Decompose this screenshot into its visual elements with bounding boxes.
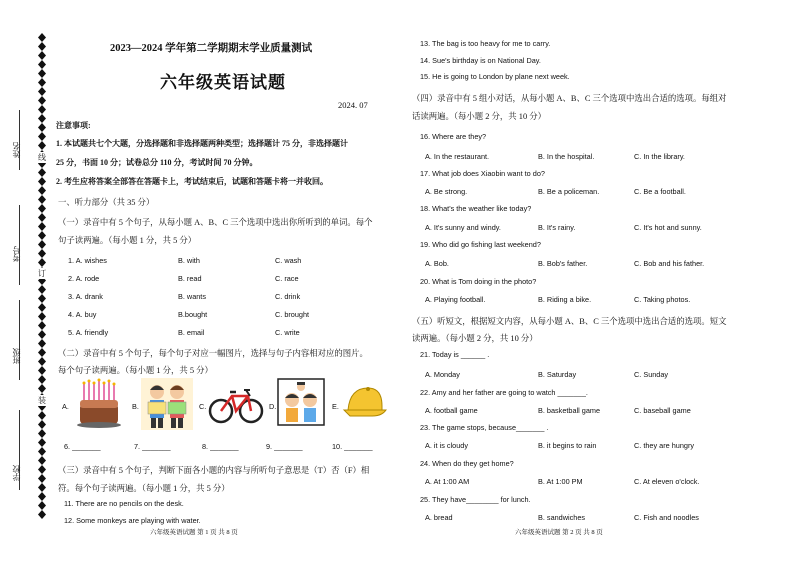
binding-diamond	[38, 366, 46, 375]
q18-option-c: C. It's hot and sunny.	[634, 223, 702, 232]
binding-diamond	[38, 168, 46, 177]
binding-diamond	[38, 411, 46, 420]
q21-option-c: C. Sunday	[634, 370, 669, 379]
q22-option-c: C. baseball game	[634, 406, 691, 415]
q4-option-c: C. brought	[275, 310, 310, 319]
q3-option-a: 3. A. drank	[68, 292, 103, 301]
binding-diamond	[38, 348, 46, 357]
part1-intro-a: （一）录音中有 5 个句子，从每小题 A、B、C 三个选项中选出你所听到的单词。每个	[58, 218, 373, 227]
part1-intro-b: 句子读两遍。（每小题 1 分，共 5 分）	[58, 236, 197, 245]
binding-diamond	[38, 231, 46, 240]
binding-diamond	[38, 222, 46, 231]
q16-option-a: A. In the restaurant.	[425, 152, 490, 161]
q15-text: 15. He is going to London by plane next week.	[420, 72, 570, 81]
binding-diamond	[38, 195, 46, 204]
footer-right: 六年级英语试题 第 2 页 共 8 页	[515, 529, 603, 536]
part2-intro-b: 每个句子读两遍。（每小题 1 分，共 5 分）	[58, 366, 213, 375]
q17-option-b: B. Be a policeman.	[538, 187, 600, 196]
q18-question: 18. What's the weather like today?	[420, 204, 532, 213]
q13-text: 13. The bag is too heavy for me to carry.	[420, 39, 551, 48]
q25-question: 25. They have________ for lunch.	[420, 495, 531, 504]
binding-word-bind: 装	[38, 396, 46, 405]
name-label: 姓名	[12, 142, 21, 158]
binding-diamond	[38, 249, 46, 258]
q4-option-b: B.bought	[178, 310, 208, 319]
binding-diamond	[38, 375, 46, 384]
binding-diamond	[38, 492, 46, 501]
q5-option-b: B. email	[178, 328, 205, 337]
q21-option-b: B. Saturday	[538, 370, 577, 379]
q11-text: 11. There are no pencils on the desk.	[64, 499, 184, 508]
pic-a-label: A.	[62, 402, 69, 411]
binding-diamond	[38, 483, 46, 492]
binding-diamond	[38, 339, 46, 348]
q1-option-c: C. wash	[275, 256, 302, 265]
binding-diamond	[38, 213, 46, 222]
part5-intro-a: （五）听短文，根据短文内容，从每小题 A、B、C 三个选项中选出合适的选项。短文	[412, 317, 727, 326]
q2-option-b: B. read	[178, 274, 202, 283]
q20-question: 20. What is Tom doing in the photo?	[420, 277, 537, 286]
binding-diamond	[38, 132, 46, 141]
q24-option-c: C. At eleven o'clock.	[634, 477, 700, 486]
q14-text: 14. Sue's birthday is on National Day.	[420, 56, 541, 65]
q20-option-c: C. Taking photos.	[634, 295, 691, 304]
pic-e-label: E.	[332, 402, 339, 411]
listening-section-title: 一、听力部分（共 35 分）	[58, 198, 155, 207]
binding-diamond	[38, 321, 46, 330]
q22-option-a: A. football game	[425, 406, 478, 415]
q12-text: 12. Some monkeys are playing with water.	[64, 516, 201, 525]
q25-option-c: C. Fish and noodles	[634, 513, 699, 522]
q1-option-b: B. with	[178, 256, 200, 265]
exam-title: 2023—2024 学年第二学期期末学业质量测试	[110, 43, 313, 54]
q19-option-b: B. Bob's father.	[538, 259, 588, 268]
binding-diamond	[38, 465, 46, 474]
q18-option-a: A. It's sunny and windy.	[425, 223, 501, 232]
q24-option-a: A. At 1:00 AM	[425, 477, 470, 486]
binding-diamond	[38, 204, 46, 213]
binding-diamond	[38, 186, 46, 195]
q2-option-a: 2. A. rode	[68, 274, 100, 283]
binding-diamond	[38, 312, 46, 321]
footer-left: 六年级英语试题 第 1 页 共 8 页	[150, 529, 238, 536]
binding-diamond	[38, 456, 46, 465]
q21-option-a: A. Monday	[425, 370, 460, 379]
binding-diamond	[38, 501, 46, 510]
q23-question: 23. The game stops, because_______ .	[420, 423, 549, 432]
subject-title: 六年级英语试题	[160, 73, 286, 92]
binding-diamond	[38, 114, 46, 123]
ticket-label: 考号	[12, 246, 21, 262]
notice-item-2: 2. 考生应将答案全部答在答题卡上，考试结束后，试题和答题卡将一并收回。	[56, 177, 328, 186]
q24-option-b: B. At 1:00 PM	[538, 477, 583, 486]
binding-diamond	[38, 60, 46, 69]
q18-option-b: B. It's rainy.	[538, 223, 576, 232]
family-photo-icon	[277, 378, 325, 426]
ticket-line	[19, 205, 20, 285]
notice-title: 注意事项:	[56, 121, 91, 130]
part3-intro-b: 符。每个句子读两遍。（每小题 1 分，共 5 分）	[58, 484, 230, 493]
q5-option-a: 5. A. friendly	[68, 328, 109, 337]
q22-option-b: B. basketball game	[538, 406, 601, 415]
binding-diamond	[38, 42, 46, 51]
blank-q9: 9. _______	[266, 442, 303, 451]
binding-diamond	[38, 510, 46, 519]
part2-intro-a: （二）录音中有 5 个句子，每个句子对应一幅图片，选择与句子内容相对应的图片。	[58, 349, 368, 358]
binding-diamond	[38, 87, 46, 96]
q23-option-a: A. it is cloudy	[425, 441, 468, 450]
q22-question: 22. Amy and her father are going to watch _______.	[420, 388, 588, 397]
pic-d-label: D.	[269, 402, 277, 411]
name-line	[19, 110, 20, 170]
q19-option-a: A. Bob.	[425, 259, 449, 268]
pic-b-label: B.	[132, 402, 139, 411]
q17-option-c: C. Be a football.	[634, 187, 686, 196]
binding-diamond	[38, 438, 46, 447]
binding-word-line: 线	[38, 153, 46, 162]
q4-option-a: 4. A. buy	[68, 310, 97, 319]
blank-q7: 7. _______	[134, 442, 171, 451]
binding-diamond	[38, 357, 46, 366]
pic-c-label: C.	[199, 402, 207, 411]
binding-diamond	[38, 69, 46, 78]
part4-intro-a: （四）录音中有 5 组小对话，从每小题 A、B、C 三个选项中选出合适的选项。每组对	[412, 94, 727, 103]
q5-option-c: C. write	[275, 328, 300, 337]
class-line	[19, 300, 20, 380]
binding-diamond	[38, 123, 46, 132]
q24-question: 24. When do they get home?	[420, 459, 514, 468]
bicycle-icon	[208, 378, 264, 430]
part3-intro-a: （三）录音中有 5 个句子，判断下面各小题的内容与所听句子意思是（T）否（F）相	[58, 466, 370, 475]
binding-diamond	[38, 303, 46, 312]
q23-option-b: B. it begins to rain	[538, 441, 597, 450]
q19-option-c: C. Bob and his father.	[634, 259, 705, 268]
blank-q6: 6. _______	[64, 442, 101, 451]
q20-option-a: A. Playing football.	[425, 295, 486, 304]
q25-option-b: B. sandwiches	[538, 513, 586, 522]
q25-option-a: A. bread	[425, 513, 453, 522]
binding-diamond	[38, 420, 46, 429]
q16-option-c: C. In the library.	[634, 152, 685, 161]
binding-diamond	[38, 258, 46, 267]
binding-word-staple: 订	[38, 269, 46, 278]
binding-diamond	[38, 105, 46, 114]
binding-diamond	[38, 141, 46, 150]
cap-icon	[342, 384, 388, 420]
part4-intro-b: 话读两遍。（每小题 2 分，共 10 分）	[412, 112, 546, 121]
binding-diamond	[38, 177, 46, 186]
notice-item-1b: 25 分，书面 10 分；试卷总分 110 分，考试时间 70 分钟。	[56, 158, 258, 167]
blank-q8: 8. _______	[202, 442, 239, 451]
q1-option-a: 1. A. wishes	[68, 256, 107, 265]
binding-diamond	[38, 474, 46, 483]
binding-diamond	[38, 447, 46, 456]
birthday-cake-icon	[72, 378, 124, 430]
q19-question: 19. Who did go fishing last weekend?	[420, 240, 541, 249]
school-label: 学校	[12, 465, 21, 481]
q21-question: 21. Today is ______ .	[420, 350, 490, 359]
class-label: 班级	[12, 348, 21, 364]
q2-option-c: C. race	[275, 274, 299, 283]
binding-diamond	[38, 294, 46, 303]
binding-diamond	[38, 285, 46, 294]
binding-diamond	[38, 240, 46, 249]
q3-option-c: C. drink	[275, 292, 301, 301]
children-reading-icon	[141, 378, 193, 430]
exam-date: 2024. 07	[338, 100, 368, 110]
q17-option-a: A. Be strong.	[425, 187, 468, 196]
binding-diamond	[38, 384, 46, 393]
binding-diamond	[38, 96, 46, 105]
q23-option-c: C. they are hungry	[634, 441, 695, 450]
part5-intro-b: 读两遍。（每小题 2 分，共 10 分）	[412, 334, 538, 343]
notice-item-1a: 1. 本试题共七个大题，分选择题和非选择题两种类型；选择题计 75 分，非选择题计	[56, 139, 348, 148]
q3-option-b: B. wants	[178, 292, 206, 301]
binding-diamond	[38, 429, 46, 438]
binding-diamond	[38, 330, 46, 339]
binding-diamond	[38, 78, 46, 87]
q17-question: 17. What job does Xiaobin want to do?	[420, 169, 545, 178]
q16-question: 16. Where are they?	[420, 132, 487, 141]
binding-diamond	[38, 51, 46, 60]
binding-diamond	[38, 33, 46, 42]
q16-option-b: B. In the hospital.	[538, 152, 595, 161]
blank-q10: 10. _______	[332, 442, 373, 451]
q20-option-b: B. Riding a bike.	[538, 295, 592, 304]
